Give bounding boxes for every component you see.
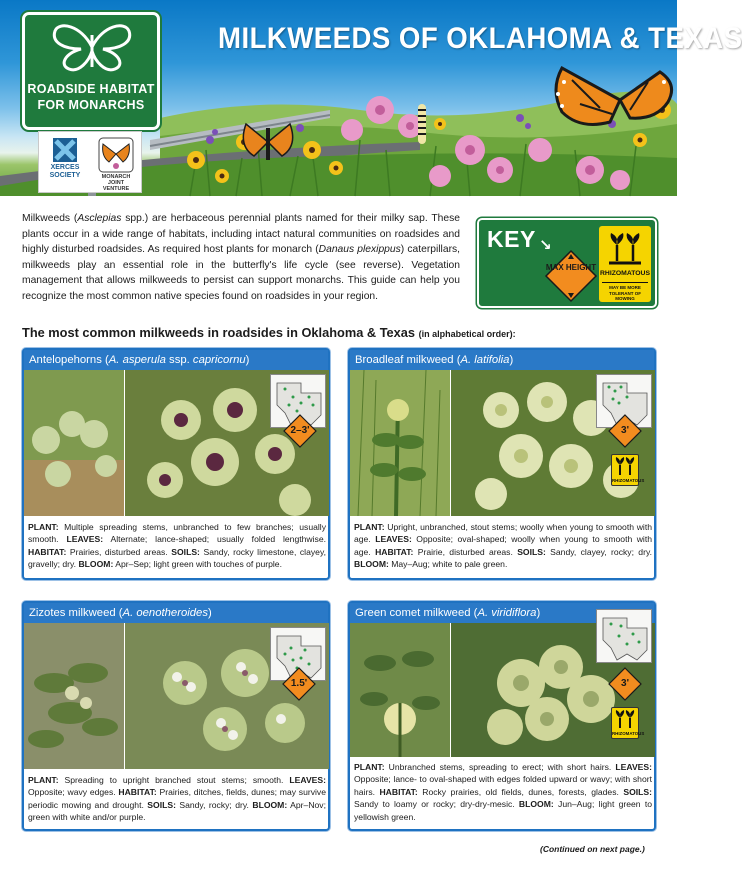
species-description [354,521,652,571]
plant-text: Spreading to upright branched stout stems; smooth. [58,775,290,785]
paren-close: ) [536,607,541,619]
plant-habit-photo [24,623,124,769]
plant-label: PLANT: [28,775,59,785]
rhizomatous-badge [611,454,645,486]
sign-line-2: FOR MONARCHS [37,98,145,112]
xerces-name: XERCES SOCIETY [49,164,81,179]
bloom-label: BLOOM: [252,799,288,810]
leaves-label: LEAVES: [289,775,326,785]
soils-label: SOILS: [171,546,200,557]
paren-close: ) [509,354,514,366]
card-title [24,603,328,623]
xerces-x-icon [53,138,77,162]
plant-habit-photo [350,370,450,516]
max-height-value: 2–3' [290,425,310,436]
sign-text [25,81,157,113]
soils-text: Sandy, rocky; dry. [175,799,253,810]
rhizome-plant-icon [607,231,643,269]
scientific-name: A. latifolia [460,354,510,366]
intro-text-2: spp.) are herbaceous perennial plants named for their milky sap. These plants occur in a wide range of habitats, including intact natural communities on roadsides and highly disturbed roadsides. As required host plants for monarch ( [22,213,460,256]
max-height-label: MAX HEIGHT [545,263,597,272]
sign-line-1: ROADSIDE HABITAT [27,82,155,96]
plant-text: Upright, unbranched, stout stems; woolly when young to smooth with age. [354,522,652,545]
soils-text: Sandy to loamy or rocky; dry-dry-mesic. [354,799,519,810]
soils-label: SOILS: [517,546,546,557]
key-sign [477,218,657,308]
monarch-logo-icon [95,136,137,174]
header-banner [0,0,742,196]
leaves-label: LEAVES: [66,534,104,545]
range-map [596,609,652,663]
species-card-green-comet-milkweed [348,601,656,831]
bloom-label: BLOOM: [78,559,114,570]
plant-label: PLANT: [354,522,385,532]
soils-label: SOILS: [147,799,176,810]
leaves-label: LEAVES: [615,762,652,772]
leaves-text: Opposite; lance- to oval-shaped with edges folded upward or wavy; with short hairs. [354,774,652,797]
intro-species: Danaus plexippus [318,244,401,256]
xerces-logo [45,138,85,188]
plant-label: PLANT: [354,762,385,772]
habitat-label: HABITAT: [28,546,67,557]
species-description [354,761,652,823]
soils-label: SOILS: [623,786,652,797]
bloom-text: Apr–Sep; light green with touches of purple. [113,559,282,570]
subspecies-name: capricornu [192,354,246,366]
plant-habit-photo [350,623,450,757]
subspecies-label: ssp. [165,354,193,366]
rhizomatous-key-sign [599,226,651,302]
intro-text-3: ) caterpillars, milkweeds play an essential role in the butterfly's life cycle (see reverse). Vegetation management that allows milkweeds to persist can support monarchs. This guide can help you recognize the most common native species found on roadsides in your region. [22,244,461,302]
plant-habit-photo [24,370,124,516]
leaves-text: Alternate; lance-shaped; usually folded lengthwise. [103,534,326,545]
scientific-name: A. oenotheroides [122,607,208,619]
common-name: Antelopehorns ( [29,354,109,366]
habitat-label: HABITAT: [379,786,418,797]
section-heading-note: (in alphabetical order): [418,329,516,339]
partner-logos [38,131,142,193]
intro-genus: Asclepias [77,213,122,224]
common-name: Broadleaf milkweed ( [355,354,461,366]
card-title [24,350,328,370]
max-height-value: 1.5' [290,678,308,689]
roadside-habitat-sign [22,12,160,130]
rhizomatous-label: RHIZOMATOUS [612,478,645,483]
bloom-text: Apr–Nov; green with white and/or purple. [28,799,326,823]
rhizome-plant-icon [612,708,638,730]
plant-text: Unbranched stems, spreading to erect; with short hairs. [384,762,616,772]
paren-close: ) [245,354,250,366]
scientific-name: A. asperula [108,354,166,366]
leaves-text: Opposite; oval-shaped; woolly when young to smooth with age. [354,534,652,557]
habitat-text: Prairies, disturbed areas. [66,546,172,557]
plant-text: Multiple spreading stems, unbranched to few branches; usually smooth. [28,522,326,545]
rhizomatous-label: RHIZOMATOUS [612,731,645,736]
page-title: MILKWEEDS OF OKLAHOMA & TEXAS [218,22,742,55]
butterfly-icon [51,21,133,73]
bloom-label: BLOOM: [354,559,389,570]
bloom-text: Jun–Aug; light green to yellowish green. [354,799,652,822]
soils-text: Sandy, rocky limestone, clayey, gravelly; dry. [28,546,326,570]
continued-note: (Continued on next page.) [540,844,645,854]
leaves-label: LEAVES: [375,534,412,545]
intro-text-1: Milkweeds ( [22,213,78,224]
plant-label: PLANT: [28,522,59,532]
scientific-name: A. viridiflora [477,607,537,619]
monarch-name: MONARCH JOINT VENTURE [101,174,131,192]
habitat-label: HABITAT: [118,787,157,798]
key-title: KEY [487,226,536,252]
mowing-tolerance-note: MAY BE MORE TOLERANT OF MOWING [602,282,648,302]
common-name: Green comet milkweed ( [355,607,478,619]
species-description [28,521,326,571]
max-height-value: 3' [621,425,629,436]
arrow-down-right-icon: ↘ [539,237,552,254]
monarch-joint-venture-logo [95,136,137,190]
intro-paragraph [22,211,460,305]
section-heading [22,325,516,340]
paren-close: ) [207,607,212,619]
card-title [350,350,654,370]
habitat-label: HABITAT: [375,546,414,557]
leaves-text: Opposite; wavy edges. [28,787,119,798]
species-card-broadleaf-milkweed [348,348,656,580]
habitat-text: Prairies, ditches, fields, dunes; may survive periodic mowing and drought. [28,787,327,810]
section-heading-text: The most common milkweeds in roadsides in Oklahoma & Texas [22,325,416,340]
habitat-text: Rocky prairies, old fields, dunes, forests, glades. [417,786,624,797]
species-card-antelopehorns [22,348,330,580]
common-name: Zizotes milkweed ( [29,607,123,619]
max-height-diamond-icon [545,250,597,302]
species-description [28,774,326,824]
soils-text: Sandy, clayey, rocky; dry. [545,546,652,557]
max-height-value: 3' [621,678,629,689]
species-card-zizotes-milkweed [22,601,330,831]
rhizomatous-label: RHIZOMATOUS [600,270,650,277]
habitat-text: Prairie, disturbed areas. [413,546,518,557]
rhizome-plant-icon [612,455,638,477]
bloom-label: BLOOM: [518,799,554,810]
rhizomatous-badge [611,707,645,739]
bloom-text: May–Aug; white to pale green. [388,559,508,570]
